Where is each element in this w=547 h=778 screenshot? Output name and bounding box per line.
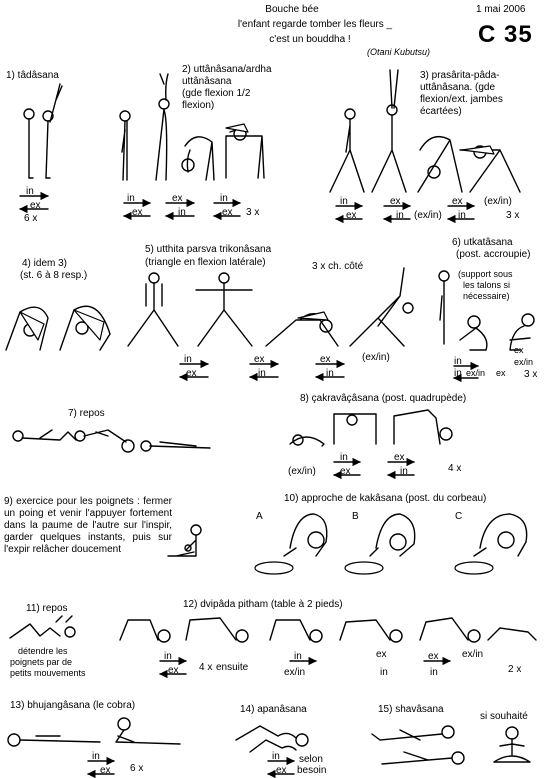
s4-title-l1: 4) idem 3) — [22, 258, 68, 269]
s5-title-l1: 5) utthita parsva trikonâsana — [145, 244, 272, 255]
s12-ex-1: ex — [168, 665, 179, 676]
s2-title-l4: flexion) — [182, 100, 215, 111]
s10-label-a: A — [256, 511, 263, 522]
s13-ex: ex — [100, 765, 111, 776]
s2-title-l2: uttânâsana — [182, 76, 232, 87]
s3-ex-3: ex — [452, 196, 463, 207]
s5-figures — [128, 268, 413, 346]
s12-exin-1: ex/in — [284, 667, 306, 678]
s2-title-l3: (gde flexion 1/2 — [182, 88, 251, 99]
s14-title: 14) apanâsana — [240, 704, 307, 715]
s8-ex-2: ex — [394, 452, 405, 463]
s8-count: 4 x — [448, 463, 462, 474]
s11-figure — [10, 616, 75, 638]
s6-in-1: in — [454, 356, 462, 367]
title-line-3: c'est un bouddha ! — [269, 34, 351, 45]
s3-exin-2: (ex/in) — [484, 196, 512, 207]
s14-arrows — [268, 761, 294, 774]
s12-count-2: 2 x — [508, 664, 522, 675]
s13-title: 13) bhujangâsana (le cobra) — [10, 700, 136, 711]
s11-note-l2: poignets par de — [10, 657, 73, 667]
s6-count: 3 x — [524, 369, 538, 380]
s10-title: 10) approche de kakâsana (post. du corbeau) — [284, 493, 487, 504]
s8-arrows — [334, 462, 414, 475]
s5-ex-2: ex — [254, 354, 265, 365]
s10-label-c: C — [455, 511, 463, 522]
s3-arrows — [336, 206, 474, 219]
s4-title-l2: (st. 6 à 8 resp.) — [20, 270, 88, 281]
s4-figures — [6, 306, 110, 350]
s5-exin: (ex/in) — [362, 352, 390, 363]
s6-title-l1: 6) utkatâsana — [452, 237, 513, 248]
s7-title: 7) repos — [68, 408, 105, 419]
s2-in-2: in — [178, 207, 186, 218]
title-line-1: Bouche bée — [265, 4, 319, 15]
s15-figures — [372, 726, 464, 764]
s3-title-l2: uttânâsana. (gde — [420, 82, 496, 93]
s6-ex: ex — [496, 368, 506, 378]
s13-count: 6 x — [130, 763, 144, 774]
s6-arrows — [454, 366, 478, 378]
s12-exin-2: ex/in — [462, 649, 484, 660]
s5-in-2: in — [258, 368, 266, 379]
s6-figures — [439, 271, 534, 350]
s10-label-b: B — [352, 511, 359, 522]
s15-title: 15) shavâsana — [378, 704, 444, 715]
s13-figures — [8, 718, 180, 746]
s12-count-1: 4 x — [199, 662, 213, 673]
s1-figures — [24, 84, 62, 178]
s3-title-l1: 3) prasârita-pâda- — [420, 70, 500, 81]
s9-figure — [168, 525, 201, 556]
s2-in-3: in — [220, 193, 228, 204]
s1-arrows — [20, 196, 48, 209]
s3-figures — [330, 70, 520, 192]
s1-in: in — [26, 186, 34, 197]
s13-arrows — [88, 761, 114, 774]
s6-exin-2: ex/in — [514, 357, 534, 367]
s12-figures — [120, 618, 536, 642]
s2-ex-2: ex — [172, 193, 183, 204]
s8-title: 8) çakravâçâsana (post. quadrupède) — [300, 393, 467, 404]
s2-figures — [120, 74, 264, 180]
s8-figures — [290, 410, 452, 446]
s5-side: 3 x ch. côté — [312, 261, 364, 272]
s12-arrows — [160, 661, 450, 674]
s14-note-l2: besoin — [297, 765, 327, 776]
s7-figures — [13, 430, 210, 452]
s3-ex-2: ex — [390, 196, 401, 207]
s3-exin-1: (ex/in) — [414, 210, 442, 221]
s5-ex-3: ex — [320, 354, 331, 365]
s12-ex-3: ex — [428, 651, 439, 662]
s12-in-3: in — [380, 667, 388, 678]
poem-author: (Otani Kubutsu) — [367, 47, 431, 57]
s12-title: 12) dvipâda pitham (table à 2 pieds) — [183, 599, 343, 610]
s5-in-3: in — [326, 368, 334, 379]
s6-title-l2: (post. accroupie) — [456, 249, 531, 260]
s2-ex-1: ex — [132, 207, 143, 218]
s8-exin: (ex/in) — [288, 466, 316, 477]
s8-in-2: in — [400, 466, 408, 477]
s6-note-l1: (support sous — [458, 269, 513, 279]
s6-exin-1: ex/in — [466, 368, 486, 378]
s2-ex-3: ex — [222, 207, 233, 218]
s3-in-2: in — [396, 210, 404, 221]
s1-count: 6 x — [24, 213, 38, 224]
s14-in: in — [272, 751, 280, 762]
s1-title: 1) tâdâsana — [6, 70, 59, 81]
s11-title: 11) repos — [26, 603, 68, 614]
s14-figures — [236, 726, 308, 752]
s3-in-1: in — [340, 196, 348, 207]
s5-ex-1: ex — [186, 368, 197, 379]
s12-ensuite: ensuite — [216, 662, 249, 673]
s6-ex-2: ex — [514, 345, 524, 355]
s3-title-l4: écartées) — [420, 106, 462, 117]
s8-ex: ex — [340, 466, 351, 477]
sheet-date: 1 mai 2006 — [476, 4, 526, 15]
s5-title-l2: (triangle en flexion latérale) — [145, 257, 266, 268]
s2-title-l1: 2) uttânâsana/ardha — [182, 64, 272, 75]
s5-in-1: in — [184, 354, 192, 365]
s10-figures — [255, 514, 527, 574]
s14-note-l1: selon — [299, 754, 323, 765]
s13-in: in — [92, 751, 100, 762]
s3-in-3: in — [458, 210, 466, 221]
sheet-code: C 35 — [478, 21, 533, 48]
s3-count: 3 x — [506, 210, 520, 221]
s5-arrows — [180, 364, 344, 377]
s6-note-l3: nécessaire) — [463, 291, 510, 301]
s16-figure — [494, 727, 530, 762]
s12-in-1: in — [164, 651, 172, 662]
s12-ex-2: ex — [376, 649, 387, 660]
s8-in: in — [340, 452, 348, 463]
s6-note-l2: les talons si — [463, 280, 511, 290]
s6-in-2: in — [454, 368, 462, 379]
s3-ex-1: ex — [346, 210, 357, 221]
s12-in-2: in — [294, 651, 302, 662]
s16-title: si souhaité — [480, 711, 528, 722]
s2-in-1: in — [127, 193, 135, 204]
s12-in-4: in — [430, 667, 438, 678]
title-line-2: l'enfant regarde tomber les fleurs _ — [237, 19, 393, 30]
s14-ex: ex — [276, 765, 287, 776]
s1-ex: ex — [30, 200, 41, 211]
s11-note-l1: détendre les — [18, 646, 68, 656]
s9-text: 9) exercice pour les poignets : fermer un poing et venir l'appuyer fortement dans la paume de l'autre sur l'inspir, garder quelques instants, puis sur l'expir relâcher doucement — [4, 496, 172, 555]
s2-arrows — [124, 203, 240, 216]
s2-count: 3 x — [246, 207, 260, 218]
s11-note-l3: petits mouvements — [10, 668, 86, 678]
s3-title-l3: flexion/ext. jambes — [420, 94, 503, 105]
